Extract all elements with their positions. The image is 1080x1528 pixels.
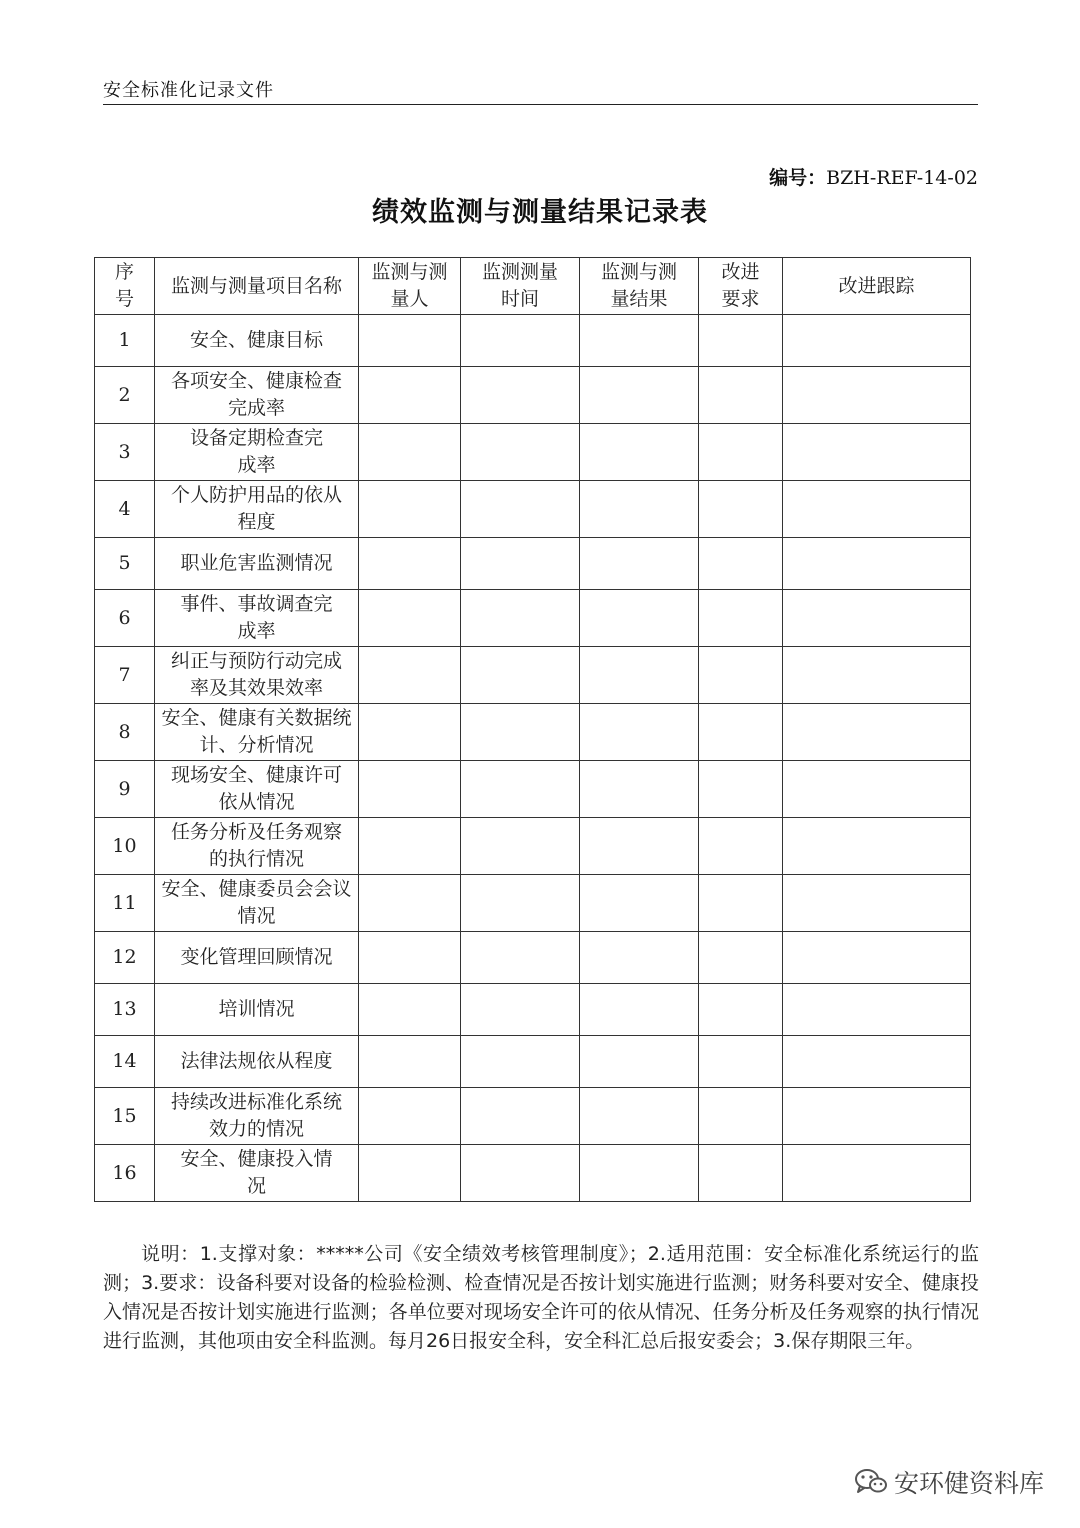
row-number: 9 bbox=[95, 761, 155, 818]
row-number: 14 bbox=[95, 1036, 155, 1088]
empty-cell bbox=[580, 984, 699, 1036]
table-row bbox=[95, 590, 971, 647]
empty-cell bbox=[699, 1036, 783, 1088]
table-row bbox=[95, 984, 971, 1036]
table-row bbox=[95, 761, 971, 818]
row-number: 1 bbox=[95, 315, 155, 367]
row-number: 10 bbox=[95, 818, 155, 875]
table-row bbox=[95, 647, 971, 704]
row-number: 16 bbox=[95, 1145, 155, 1202]
item-name: 培训情况 bbox=[155, 984, 359, 1036]
header-divider bbox=[103, 104, 978, 105]
item-name: 个人防护用品的依从程度 bbox=[155, 481, 359, 538]
column-header: 监测与测量结果 bbox=[580, 258, 699, 315]
empty-cell bbox=[359, 647, 461, 704]
empty-cell bbox=[359, 818, 461, 875]
empty-cell bbox=[359, 875, 461, 932]
empty-cell bbox=[699, 818, 783, 875]
document-header: 安全标准化记录文件 bbox=[103, 80, 274, 101]
empty-cell bbox=[783, 647, 971, 704]
notes-paragraph: 说明：1.支撑对象：*****公司《安全绩效考核管理制度》；2.适用范围：安全标准化系统运行的监测；3.要求：设备科要对设备的检验检测、检查情况是否按计划实施进行监测；财务科要对安全、健康投入情况是否按计划实施进行监测；各单位要对现场安全许可的依从情况、任务分析及任务观察的执行情况进行监测，其他项由安全科监测。每月26日报安全科，安全科汇总后报安委会；3.保存期限三年。 bbox=[103, 1243, 979, 1352]
page-title: 绩效监测与测量结果记录表 bbox=[372, 197, 708, 228]
row-number: 15 bbox=[95, 1088, 155, 1145]
empty-cell bbox=[359, 315, 461, 367]
empty-cell bbox=[461, 315, 580, 367]
empty-cell bbox=[783, 932, 971, 984]
row-number: 5 bbox=[95, 538, 155, 590]
empty-cell bbox=[699, 1145, 783, 1202]
item-name: 安全、健康投入情况 bbox=[155, 1145, 359, 1202]
item-name: 任务分析及任务观察的执行情况 bbox=[155, 818, 359, 875]
empty-cell bbox=[461, 761, 580, 818]
empty-cell bbox=[580, 590, 699, 647]
watermark-text: 安环健资料库 bbox=[893, 1469, 1044, 1498]
row-number: 4 bbox=[95, 481, 155, 538]
empty-cell bbox=[580, 538, 699, 590]
item-name: 现场安全、健康许可依从情况 bbox=[155, 761, 359, 818]
empty-cell bbox=[580, 647, 699, 704]
table-header-row bbox=[95, 258, 971, 315]
column-header: 改进跟踪 bbox=[783, 258, 971, 315]
empty-cell bbox=[783, 875, 971, 932]
column-header: 监测与测量人 bbox=[359, 258, 461, 315]
table-row bbox=[95, 367, 971, 424]
empty-cell bbox=[783, 818, 971, 875]
table-row bbox=[95, 1036, 971, 1088]
document-number bbox=[769, 163, 978, 190]
empty-cell bbox=[580, 315, 699, 367]
table-row bbox=[95, 932, 971, 984]
empty-cell bbox=[580, 1145, 699, 1202]
empty-cell bbox=[359, 1036, 461, 1088]
empty-cell bbox=[783, 424, 971, 481]
table-row bbox=[95, 315, 971, 367]
item-name: 变化管理回顾情况 bbox=[155, 932, 359, 984]
wechat-icon bbox=[854, 1467, 888, 1497]
column-header: 监测测量时间 bbox=[461, 258, 580, 315]
row-number: 12 bbox=[95, 932, 155, 984]
empty-cell bbox=[461, 590, 580, 647]
item-name: 安全、健康有关数据统计、分析情况 bbox=[155, 704, 359, 761]
table-row bbox=[95, 1145, 971, 1202]
empty-cell bbox=[580, 818, 699, 875]
table-row bbox=[95, 818, 971, 875]
row-number: 8 bbox=[95, 704, 155, 761]
empty-cell bbox=[699, 932, 783, 984]
empty-cell bbox=[359, 424, 461, 481]
empty-cell bbox=[580, 932, 699, 984]
empty-cell bbox=[699, 704, 783, 761]
empty-cell bbox=[359, 761, 461, 818]
empty-cell bbox=[699, 984, 783, 1036]
item-name: 职业危害监测情况 bbox=[155, 538, 359, 590]
item-name: 纠正与预防行动完成率及其效果效率 bbox=[155, 647, 359, 704]
empty-cell bbox=[699, 424, 783, 481]
table-row bbox=[95, 875, 971, 932]
column-header: 改进要求 bbox=[699, 258, 783, 315]
empty-cell bbox=[461, 538, 580, 590]
empty-cell bbox=[580, 481, 699, 538]
empty-cell bbox=[699, 367, 783, 424]
empty-cell bbox=[699, 538, 783, 590]
item-name: 各项安全、健康检查完成率 bbox=[155, 367, 359, 424]
row-number: 11 bbox=[95, 875, 155, 932]
empty-cell bbox=[580, 761, 699, 818]
empty-cell bbox=[783, 538, 971, 590]
document-number-value: BZH-REF-14-02 bbox=[826, 167, 978, 189]
empty-cell bbox=[783, 481, 971, 538]
empty-cell bbox=[359, 481, 461, 538]
table-row bbox=[95, 704, 971, 761]
item-name: 安全、健康委员会会议情况 bbox=[155, 875, 359, 932]
row-number: 7 bbox=[95, 647, 155, 704]
table-row bbox=[95, 538, 971, 590]
empty-cell bbox=[783, 367, 971, 424]
record-table bbox=[94, 257, 971, 1202]
empty-cell bbox=[359, 932, 461, 984]
empty-cell bbox=[461, 1145, 580, 1202]
row-number: 13 bbox=[95, 984, 155, 1036]
empty-cell bbox=[461, 1088, 580, 1145]
row-number: 6 bbox=[95, 590, 155, 647]
empty-cell bbox=[461, 932, 580, 984]
table-row bbox=[95, 481, 971, 538]
row-number: 3 bbox=[95, 424, 155, 481]
table-row bbox=[95, 424, 971, 481]
empty-cell bbox=[783, 761, 971, 818]
empty-cell bbox=[783, 590, 971, 647]
empty-cell bbox=[580, 704, 699, 761]
item-name: 事件、事故调查完成率 bbox=[155, 590, 359, 647]
empty-cell bbox=[461, 367, 580, 424]
empty-cell bbox=[580, 1088, 699, 1145]
item-name: 持续改进标准化系统效力的情况 bbox=[155, 1088, 359, 1145]
empty-cell bbox=[699, 315, 783, 367]
empty-cell bbox=[580, 424, 699, 481]
empty-cell bbox=[783, 1036, 971, 1088]
empty-cell bbox=[461, 704, 580, 761]
empty-cell bbox=[461, 984, 580, 1036]
empty-cell bbox=[699, 761, 783, 818]
watermark bbox=[854, 1464, 1044, 1500]
empty-cell bbox=[580, 1036, 699, 1088]
document-number-label: 编号： bbox=[769, 167, 827, 189]
empty-cell bbox=[359, 984, 461, 1036]
empty-cell bbox=[783, 1088, 971, 1145]
empty-cell bbox=[699, 647, 783, 704]
empty-cell bbox=[580, 875, 699, 932]
column-header: 序号 bbox=[95, 258, 155, 315]
empty-cell bbox=[359, 590, 461, 647]
item-name: 安全、健康目标 bbox=[155, 315, 359, 367]
empty-cell bbox=[461, 481, 580, 538]
empty-cell bbox=[699, 875, 783, 932]
table-row bbox=[95, 1088, 971, 1145]
empty-cell bbox=[359, 538, 461, 590]
empty-cell bbox=[699, 1088, 783, 1145]
empty-cell bbox=[461, 875, 580, 932]
empty-cell bbox=[359, 704, 461, 761]
empty-cell bbox=[783, 704, 971, 761]
row-number: 2 bbox=[95, 367, 155, 424]
empty-cell bbox=[461, 424, 580, 481]
empty-cell bbox=[699, 481, 783, 538]
empty-cell bbox=[783, 984, 971, 1036]
empty-cell bbox=[580, 367, 699, 424]
item-name: 法律法规依从程度 bbox=[155, 1036, 359, 1088]
empty-cell bbox=[461, 818, 580, 875]
column-header: 监测与测量项目名称 bbox=[155, 258, 359, 315]
empty-cell bbox=[699, 590, 783, 647]
empty-cell bbox=[783, 1145, 971, 1202]
empty-cell bbox=[461, 1036, 580, 1088]
empty-cell bbox=[359, 1145, 461, 1202]
empty-cell bbox=[461, 647, 580, 704]
item-name: 设备定期检查完成率 bbox=[155, 424, 359, 481]
empty-cell bbox=[359, 367, 461, 424]
empty-cell bbox=[359, 1088, 461, 1145]
empty-cell bbox=[783, 315, 971, 367]
